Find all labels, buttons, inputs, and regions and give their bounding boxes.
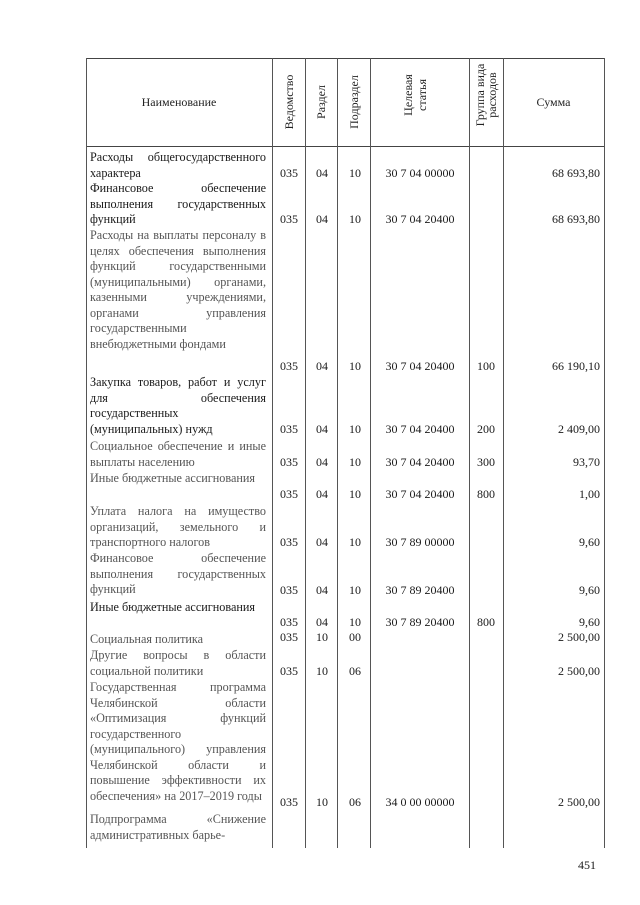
row-0-name: Расходы общегосударственного характера (90, 150, 266, 180)
header-section: Раздел (314, 85, 328, 119)
header-expense-group-line2: расходов (485, 72, 499, 118)
row-5-section: 04 (316, 487, 328, 501)
header-name: Наименование (141, 95, 217, 109)
row-2-sum: 66 190,10 (552, 359, 600, 373)
row-9-dept: 035 (280, 630, 298, 644)
row-3-dept: 035 (280, 422, 298, 436)
row-7-sum: 9,60 (579, 583, 600, 597)
row-4-section: 04 (316, 455, 328, 469)
row-10-dept: 035 (280, 664, 298, 678)
row-6-subsection: 10 (349, 535, 361, 549)
row-12-name: Подпрограмма «Снижение административных барье- (90, 812, 266, 842)
row-7-name: Финансовое обеспечение выполнения государственных функций (90, 551, 266, 596)
row-8-sum: 9,60 (579, 615, 600, 629)
row-1-section: 04 (316, 212, 328, 226)
row-5-dept: 035 (280, 487, 298, 501)
header-subsection: Подраздел (347, 75, 361, 129)
row-6-target: 30 7 89 00000 (385, 535, 455, 549)
header-sum: Сумма (536, 95, 571, 109)
row-1-sum: 68 693,80 (552, 212, 600, 226)
col-border-left (86, 58, 87, 848)
row-4-name: Социальное обеспечение и иные выплаты населению (90, 439, 266, 469)
row-3-sum: 2 409,00 (558, 422, 600, 436)
row-3-section: 04 (316, 422, 328, 436)
row-7-dept: 035 (280, 583, 298, 597)
row-0-sum: 68 693,80 (552, 166, 600, 180)
row-5-sum: 1,00 (579, 487, 600, 501)
row-11-name: Государственная программа Челябинской области «Оптимизация функций государственного (муниципального) управления Челябинской области и повышение эффективности их обеспечения» на 2017–2019 годы (90, 680, 266, 803)
row-4-dept: 035 (280, 455, 298, 469)
row-1-subsection: 10 (349, 212, 361, 226)
page-number: 451 (578, 858, 596, 872)
row-4-sum: 93,70 (573, 455, 600, 469)
row-3-subsection: 10 (349, 422, 361, 436)
row-10-subsection: 06 (349, 664, 361, 678)
row-6-section: 04 (316, 535, 328, 549)
row-2-subsection: 10 (349, 359, 361, 373)
row-5-target: 30 7 04 20400 (385, 487, 455, 501)
header-target-article-line2: статья (415, 79, 429, 111)
row-6-sum: 9,60 (579, 535, 600, 549)
row-5-subsection: 10 (349, 487, 361, 501)
row-2-dept: 035 (280, 359, 298, 373)
row-1-target: 30 7 04 20400 (385, 212, 455, 226)
row-2-name: Расходы на выплаты персоналу в целях обеспечения выполнения функций государственными (муниципальными) органами, казенными учреждениями, органами управления государственными внебюджетными фондами (90, 228, 266, 351)
row-11-dept: 035 (280, 795, 298, 809)
row-10-section: 10 (316, 664, 328, 678)
row-2-group: 100 (477, 359, 495, 373)
row-3-name: Закупка товаров, работ и услуг для обеспечения государственных (муниципальных) нужд (90, 375, 266, 436)
row-4-target: 30 7 04 20400 (385, 455, 455, 469)
row-7-section: 04 (316, 583, 328, 597)
row-8-section: 04 (316, 615, 328, 629)
row-7-subsection: 10 (349, 583, 361, 597)
header-department: Ведомство (282, 74, 296, 130)
header-expense-group-line1: Группа вида (473, 63, 487, 127)
row-6-dept: 035 (280, 535, 298, 549)
row-9-name: Социальная политика (90, 632, 204, 646)
row-11-target: 34 0 00 00000 (385, 795, 455, 809)
row-11-section: 10 (316, 795, 328, 809)
col-border-right (604, 58, 605, 848)
header-bottom-rule (86, 146, 604, 147)
row-6-name: Уплата налога на имущество организаций, земельного и транспортного налогов (90, 504, 266, 549)
row-10-name: Другие вопросы в области социальной политики (90, 648, 266, 678)
row-0-target: 30 7 04 00000 (385, 166, 455, 180)
row-2-target: 30 7 04 20400 (385, 359, 455, 373)
row-3-target: 30 7 04 20400 (385, 422, 455, 436)
row-5-group: 800 (477, 487, 495, 501)
row-8-dept: 035 (280, 615, 298, 629)
row-11-subsection: 06 (349, 795, 361, 809)
row-10-sum: 2 500,00 (558, 664, 600, 678)
row-8-subsection: 10 (349, 615, 361, 629)
row-8-name: Иные бюджетные ассигнования (90, 600, 256, 614)
table-top-rule (86, 58, 604, 59)
row-4-subsection: 10 (349, 455, 361, 469)
row-7-target: 30 7 89 20400 (385, 583, 455, 597)
header-target-article-line1: Целевая (401, 74, 415, 116)
row-8-target: 30 7 89 20400 (385, 615, 455, 629)
row-4-group: 300 (477, 455, 495, 469)
row-2-section: 04 (316, 359, 328, 373)
col-sep-target (469, 58, 470, 848)
row-3-group: 200 (477, 422, 495, 436)
row-9-section: 10 (316, 630, 328, 644)
row-8-group: 800 (477, 615, 495, 629)
row-11-sum: 2 500,00 (558, 795, 600, 809)
row-0-subsection: 10 (349, 166, 361, 180)
row-0-section: 04 (316, 166, 328, 180)
row-5-name: Иные бюджетные ассигнования (90, 471, 256, 485)
row-1-dept: 035 (280, 212, 298, 226)
row-9-subsection: 00 (349, 630, 361, 644)
row-9-sum: 2 500,00 (558, 630, 600, 644)
row-1-name: Финансовое обеспечение выполнения государственных функций (90, 181, 266, 226)
row-0-dept: 035 (280, 166, 298, 180)
col-sep-name (272, 58, 273, 848)
